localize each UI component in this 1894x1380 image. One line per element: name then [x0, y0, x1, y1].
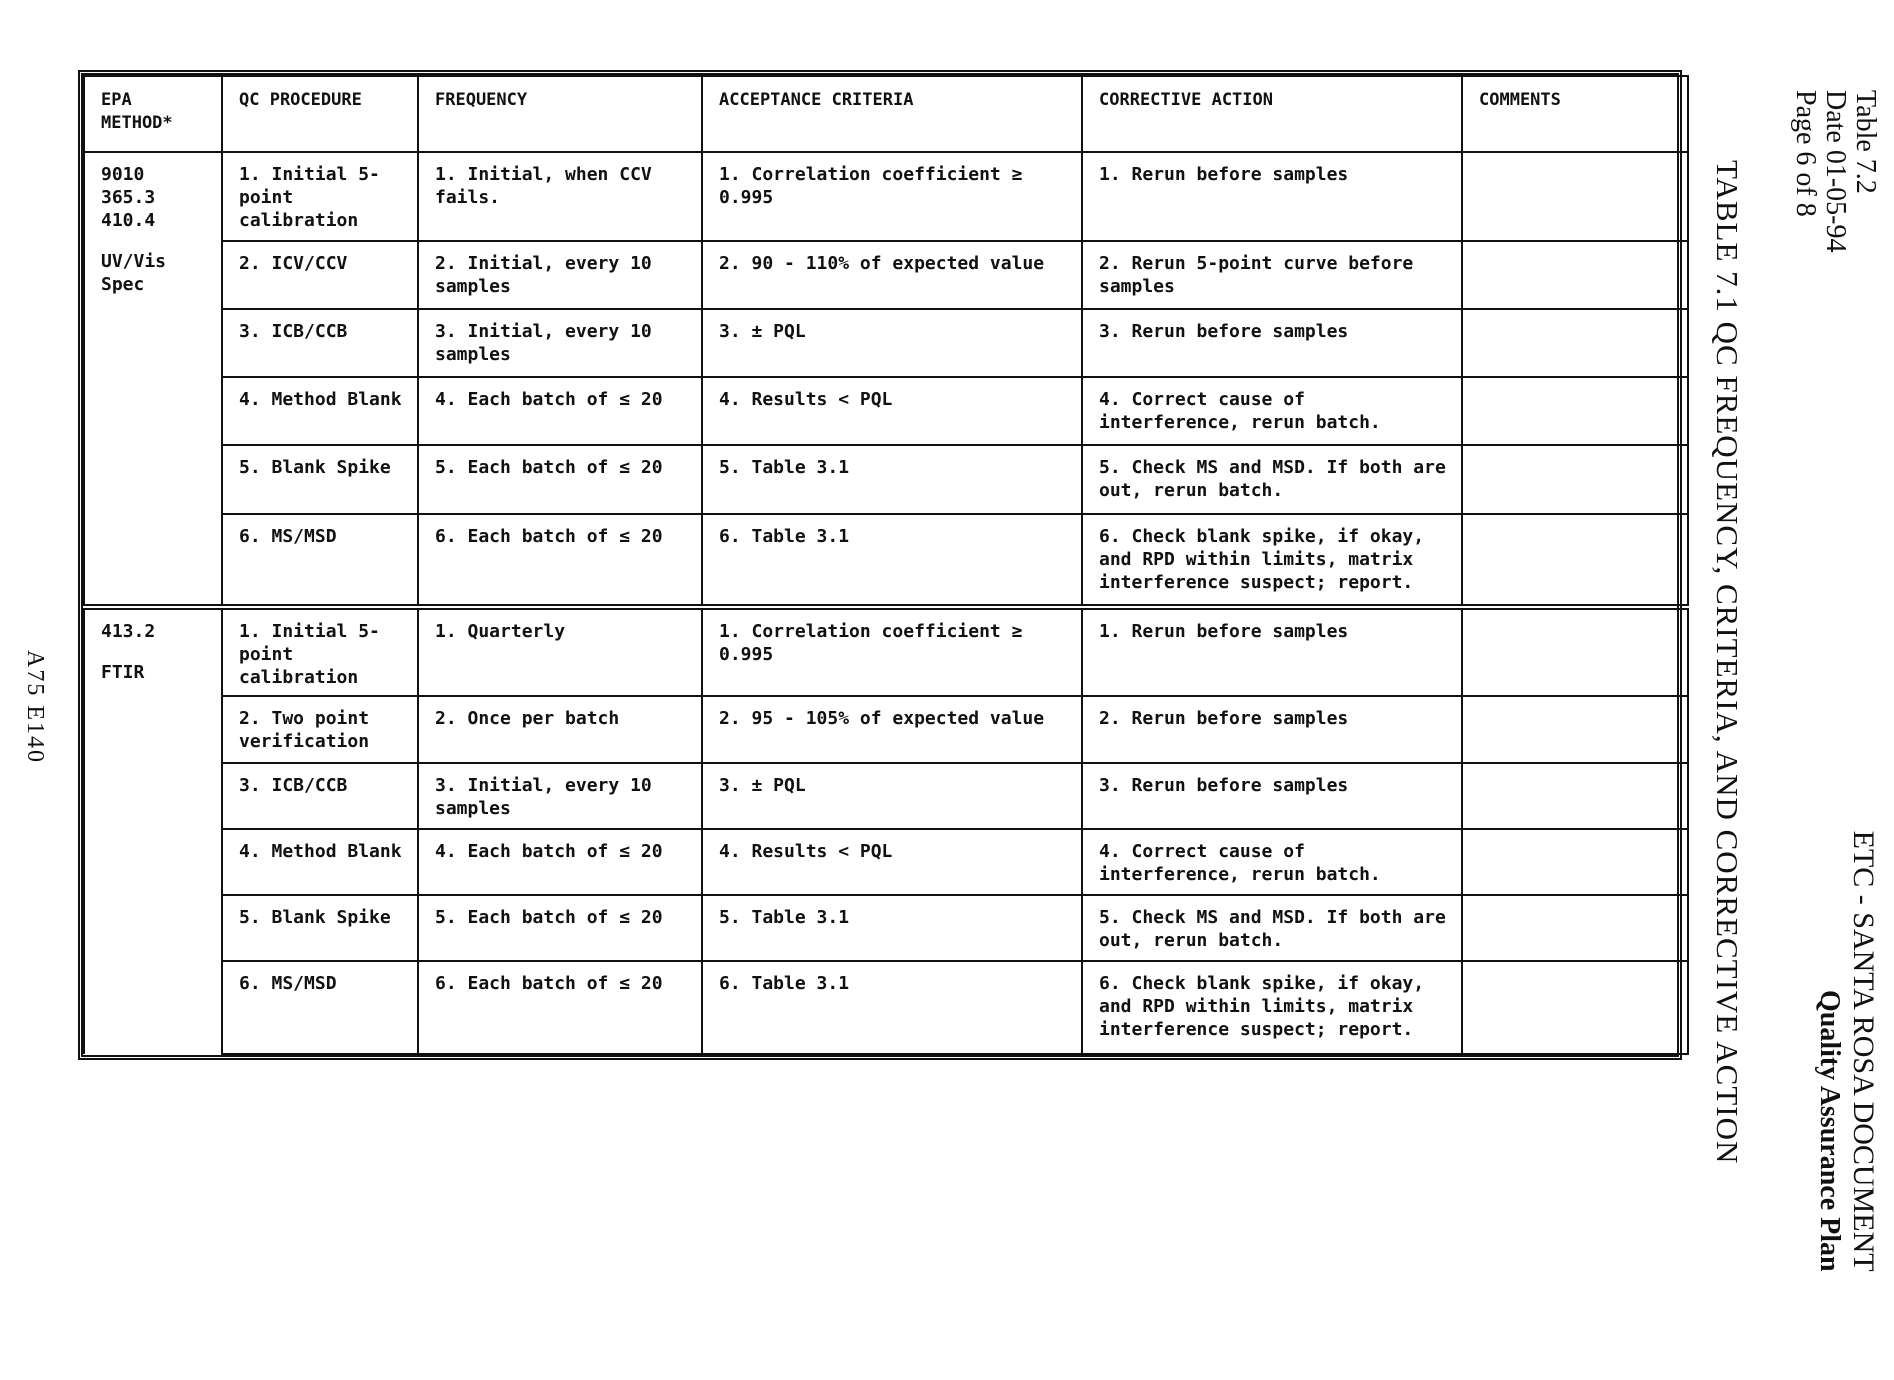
corrective-action-cell: 3. Rerun before samples [1082, 763, 1462, 829]
col-header-qc-procedure: QC PROCEDURE [222, 76, 418, 152]
comments-cell [1462, 445, 1688, 513]
comments-cell [1462, 829, 1688, 895]
qc-procedure-cell: 5. Blank Spike [222, 895, 418, 961]
comments-cell [1462, 152, 1688, 241]
method-name: FTIR [101, 661, 145, 683]
acceptance-criteria-cell: 6. Table 3.1 [702, 514, 1082, 607]
doc-org-block [1812, 770, 1880, 1272]
acceptance-criteria-cell: 1. Correlation coefficient ≥ 0.995 [702, 152, 1082, 241]
col-header-acceptance-criteria: ACCEPTANCE CRITERIA [702, 76, 1082, 152]
corrective-action-cell: 1. Rerun before samples [1082, 607, 1462, 697]
doc-type: Quality Assurance Plan [1814, 990, 1845, 1272]
frequency-cell: 4. Each batch of ≤ 20 [418, 829, 702, 895]
frequency-cell: 1. Initial, when CCV fails. [418, 152, 702, 241]
corrective-action-cell: 2. Rerun before samples [1082, 696, 1462, 762]
page-code: A75 E140 [22, 650, 48, 764]
frequency-cell: 5. Each batch of ≤ 20 [418, 445, 702, 513]
frequency-cell: 3. Initial, every 10 samples [418, 309, 702, 377]
col-header-epa-method: EPA METHOD* [84, 76, 222, 152]
table-row [84, 152, 1688, 241]
col-header-comments: COMMENTS [1462, 76, 1688, 152]
doc-date: Date 01-05-94 [1820, 90, 1851, 253]
frequency-cell: 2. Initial, every 10 samples [418, 241, 702, 309]
qc-procedure-cell: 4. Method Blank [222, 377, 418, 445]
comments-cell [1462, 895, 1688, 961]
qc-procedure-cell: 2. ICV/CCV [222, 241, 418, 309]
doc-id-block [1790, 90, 1880, 253]
comments-cell [1462, 763, 1688, 829]
comments-cell [1462, 377, 1688, 445]
corrective-action-cell: 6. Check blank spike, if okay, and RPD within limits, matrix interference suspect; report. [1082, 961, 1462, 1054]
acceptance-criteria-cell: 6. Table 3.1 [702, 961, 1082, 1054]
table-row [84, 607, 1688, 697]
method-name: UV/Vis [101, 251, 167, 272]
qc-procedure-cell: 3. ICB/CCB [222, 763, 418, 829]
comments-cell [1462, 309, 1688, 377]
table-row [84, 829, 1688, 895]
acceptance-criteria-cell: 2. 95 - 105% of expected value [702, 696, 1082, 762]
method-code: 9010 [101, 164, 145, 185]
table-row [84, 309, 1688, 377]
corrective-action-cell: 4. Correct cause of interference, rerun batch. [1082, 377, 1462, 445]
qc-procedure-cell: 2. Two point verification [222, 696, 418, 762]
method-code: 413.2 [101, 620, 156, 642]
frequency-cell: 1. Quarterly [418, 607, 702, 697]
acceptance-criteria-cell: 3. ± PQL [702, 309, 1082, 377]
acceptance-criteria-cell: 4. Results < PQL [702, 377, 1082, 445]
method-code: 365.3 [101, 187, 156, 208]
table-row [84, 763, 1688, 829]
corrective-action-cell: 5. Check MS and MSD. If both are out, rerun batch. [1082, 445, 1462, 513]
table-row [84, 377, 1688, 445]
qc-table-grid [83, 75, 1689, 1055]
qc-procedure-cell: 6. MS/MSD [222, 514, 418, 607]
frequency-cell: 5. Each batch of ≤ 20 [418, 895, 702, 961]
corrective-action-cell: 4. Correct cause of interference, rerun batch. [1082, 829, 1462, 895]
org-name: ETC - SANTA ROSA DOCUMENT [1847, 830, 1880, 1272]
table-body [84, 152, 1688, 1054]
table-row [84, 961, 1688, 1054]
acceptance-criteria-cell: 1. Correlation coefficient ≥ 0.995 [702, 607, 1082, 697]
qc-procedure-cell: 4. Method Blank [222, 829, 418, 895]
qc-procedure-cell: 5. Blank Spike [222, 445, 418, 513]
qc-table [78, 70, 1682, 1060]
acceptance-criteria-cell: 3. ± PQL [702, 763, 1082, 829]
table-row [84, 445, 1688, 513]
table-id: Table 7.2 [1850, 90, 1881, 194]
comments-cell [1462, 961, 1688, 1054]
acceptance-criteria-cell: 4. Results < PQL [702, 829, 1082, 895]
table-header-row [84, 76, 1688, 152]
comments-cell [1462, 514, 1688, 607]
frequency-cell: 6. Each batch of ≤ 20 [418, 961, 702, 1054]
comments-cell [1462, 696, 1688, 762]
corrective-action-cell: 2. Rerun 5-point curve before samples [1082, 241, 1462, 309]
method-code: 410.4 [101, 210, 156, 231]
corrective-action-cell: 6. Check blank spike, if okay, and RPD within limits, matrix interference suspect; report. [1082, 514, 1462, 607]
table-row [84, 514, 1688, 607]
frequency-cell: 6. Each batch of ≤ 20 [418, 514, 702, 607]
frequency-cell: 4. Each batch of ≤ 20 [418, 377, 702, 445]
acceptance-criteria-cell: 5. Table 3.1 [702, 895, 1082, 961]
col-header-corrective-action: CORRECTIVE ACTION [1082, 76, 1462, 152]
corrective-action-cell: 1. Rerun before samples [1082, 152, 1462, 241]
col-header-frequency: FREQUENCY [418, 76, 702, 152]
page-number: Page 6 of 8 [1790, 90, 1821, 217]
method-name: Spec [101, 274, 145, 295]
epa-method-cell [84, 607, 222, 1054]
acceptance-criteria-cell: 5. Table 3.1 [702, 445, 1082, 513]
frequency-cell: 3. Initial, every 10 samples [418, 763, 702, 829]
corrective-action-cell: 5. Check MS and MSD. If both are out, rerun batch. [1082, 895, 1462, 961]
acceptance-criteria-cell: 2. 90 - 110% of expected value [702, 241, 1082, 309]
comments-cell [1462, 607, 1688, 697]
qc-procedure-cell: 3. ICB/CCB [222, 309, 418, 377]
qc-procedure-cell: 1. Initial 5-point calibration [222, 152, 418, 241]
table-row [84, 895, 1688, 961]
table-row [84, 696, 1688, 762]
frequency-cell: 2. Once per batch [418, 696, 702, 762]
qc-procedure-cell: 1. Initial 5-point calibration [222, 607, 418, 697]
comments-cell [1462, 241, 1688, 309]
epa-method-cell [84, 152, 222, 607]
corrective-action-cell: 3. Rerun before samples [1082, 309, 1462, 377]
table-row [84, 241, 1688, 309]
qc-procedure-cell: 6. MS/MSD [222, 961, 418, 1054]
table-title: TABLE 7.1 QC FREQUENCY, CRITERIA, AND CORRECTIVE ACTION [1710, 160, 1745, 1165]
